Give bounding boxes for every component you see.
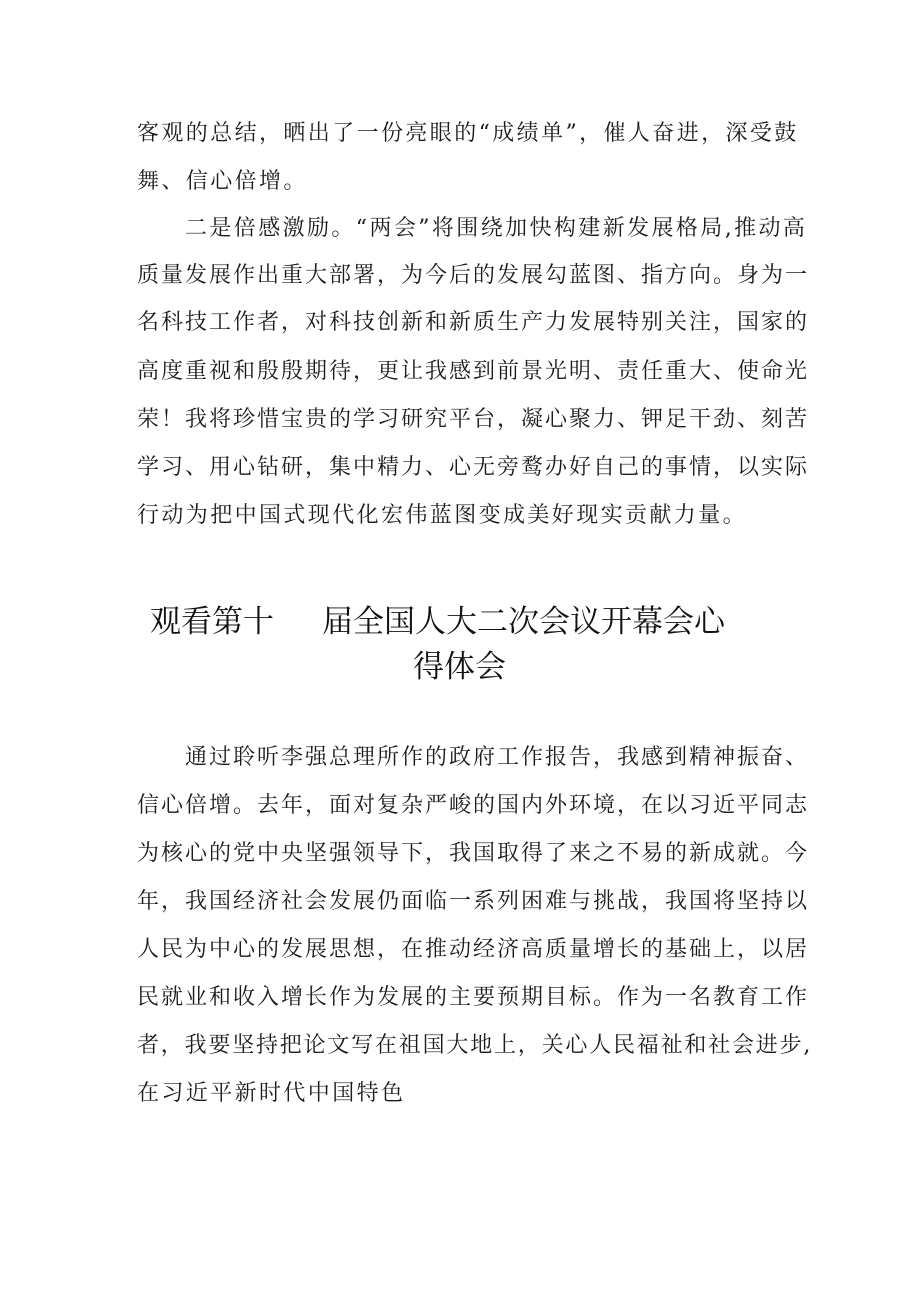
paragraph-2-line-1: 二是倍感激励。“两会”将围绕加快构建新发展格局,推动高 [185, 216, 808, 241]
page-title-line-2: 得体会 [413, 649, 506, 685]
page-title-part-2: 届全国人大二次会议开幕会心 [322, 604, 725, 640]
paragraph-1-line-1: 客观的总结，晒出了一份亮眼的“成绩单”，催人奋进，深受鼓 [137, 121, 799, 146]
page-title-part-1: 观看第十 [150, 604, 274, 640]
paragraph-3-line-7: 者，我要坚持把论文写在祖国大地上，关心人民福祉和社会进步, [137, 1033, 813, 1058]
paragraph-1-line-2: 舞、信心倍增。 [137, 169, 308, 194]
paragraph-3-line-3: 为核心的党中央坚强领导下，我国取得了来之不易的新成就。今 [137, 841, 810, 866]
paragraph-2-line-3: 名科技工作者，对科技创新和新质生产力发展特别关注，国家的 [137, 310, 810, 335]
paragraph-3-line-4: 年，我国经济社会发展仍面临一系列困难与挑战，我国将坚持以 [137, 889, 810, 914]
paragraph-2-line-6: 学习、用心钻研，集中精力、心无旁鹜办好自己的事情，以实际 [137, 455, 810, 480]
paragraph-3-line-1: 通过聆听李强总理所作的政府工作报告，我感到精神振奋、 [185, 745, 810, 770]
paragraph-2-line-5: 荣！我将珍惜宝贵的学习研究平台，凝心聚力、钾足干劲、刻苦 [137, 407, 810, 432]
paragraph-3-line-8: 在习近平新时代中国特色 [137, 1081, 406, 1106]
paragraph-3-line-2: 信心倍增。去年，面对复杂严峻的国内外环境，在以习近平同志 [137, 793, 810, 818]
paragraph-3-line-6: 民就业和收入增长作为发展的主要预期目标。作为一名教育工作 [137, 985, 810, 1010]
paragraph-3-line-5: 人民为中心的发展思想，在推动经济高质量增长的基础上，以居 [137, 937, 810, 962]
paragraph-2-line-2: 质量发展作出重大部署，为今后的发展勾蓝图、指方向。身为一 [137, 263, 810, 288]
paragraph-2-line-4: 高度重视和殷殷期待，更让我感到前景光明、责任重大、使命光 [137, 359, 810, 384]
paragraph-2-line-7: 行动为把中国式现代化宏伟蓝图变成美好现实贡献力量。 [137, 503, 748, 528]
